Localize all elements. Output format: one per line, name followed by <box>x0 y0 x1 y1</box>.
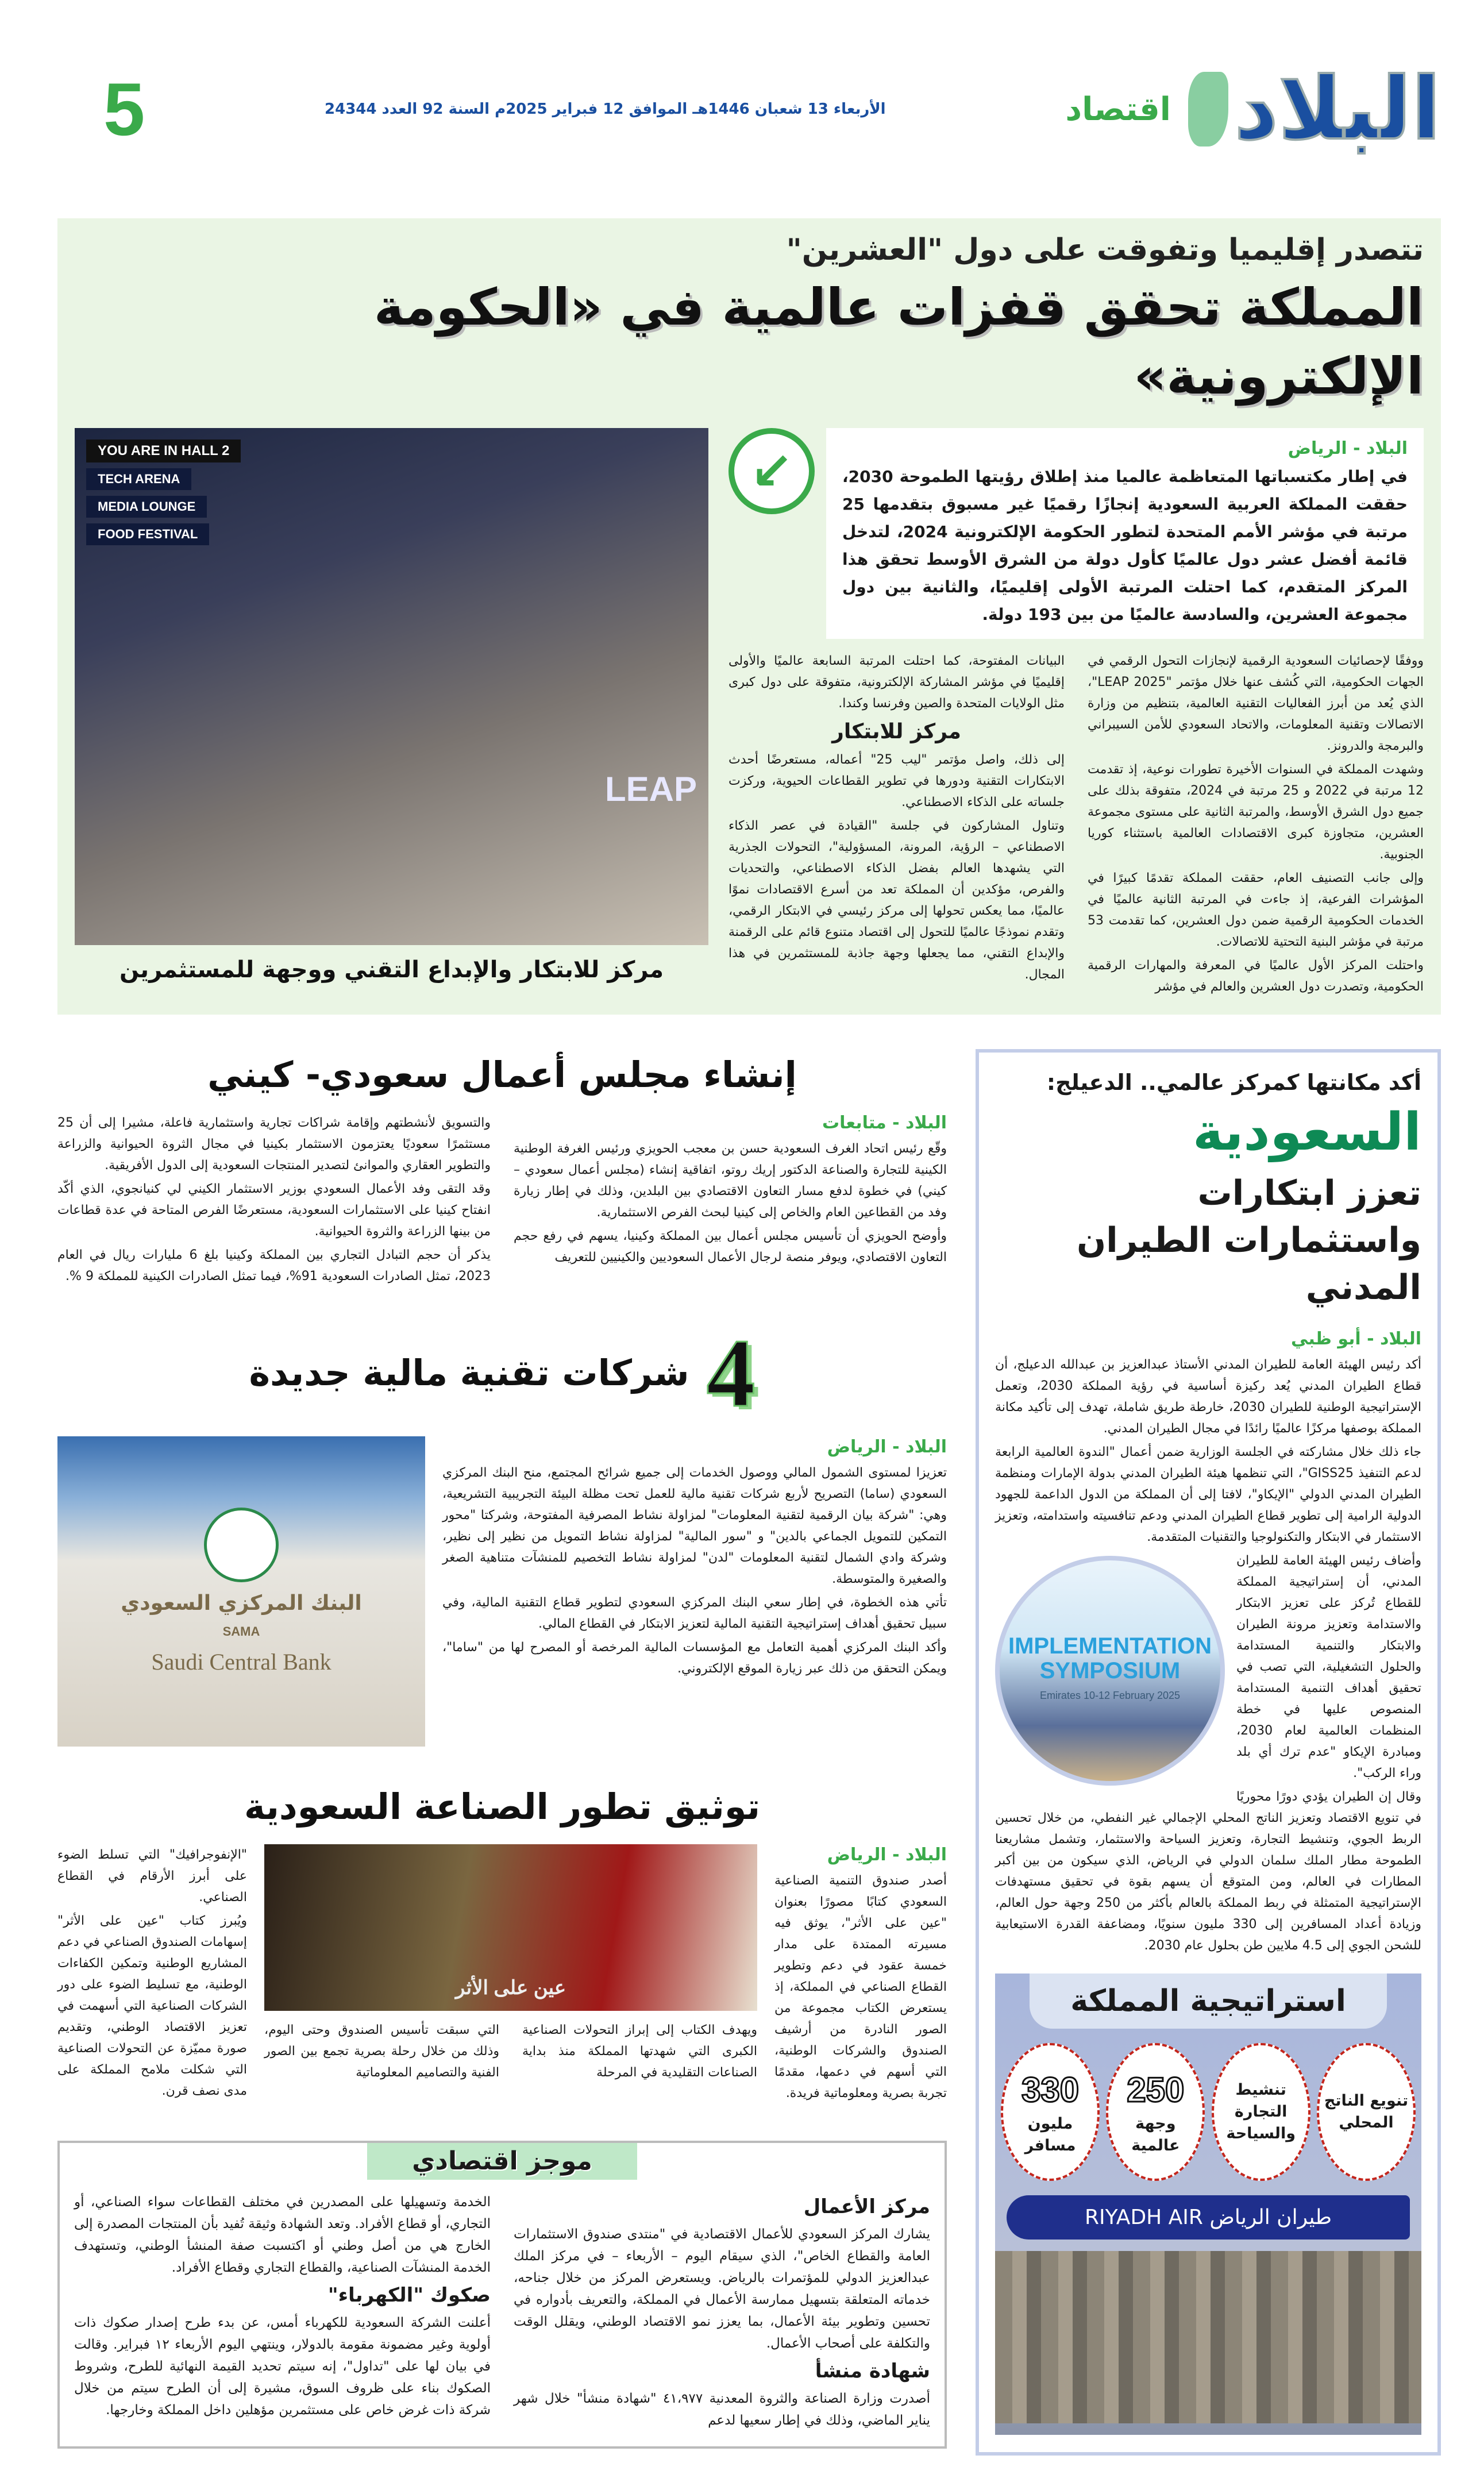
arrow-down-left-icon: ↙ <box>728 428 815 514</box>
fintech-headline: شركات تقنية مالية جديدة <box>249 1352 689 1394</box>
aviation-body: البلاد - أبو ظبي أكد رئيس الهيئة العامة للطيران المدني الأستاذ عبدالعزيز بن عبدالله الدعيلج، أن قطاع الطيران المدني يُعد ركيزة أساسية في رؤية المملكة 2030، وتعمل الإستراتيجية الوطنية للطيران 2030، خارطة طريق شاملة، تهدف إلى تأكيد مكانة المملكة بوصفها مركزًا عالميًا رائدًا في مجال الطيران المدني. جاء ذلك خلال مشاركته في الجلسة الوزارية ضمن أعمال "الندوة العالمية الرابعة لدعم التنفيذ GISS25"، التي تنظمها هيئة الطيران المدني بدولة الإمارات ومنظمة الطيران المدني الدولي "الإيكاو"، لافتا إلى أن المملكة من الدول الداعمة للجهود الدولية الرامية إلى تطوير قطاع الطيران المدني ودعم تنافسيته واستدامته، وتعزيز الاستثمار في الابتكار والتكنولوجيا والتقنيات المتقدمة. IMPLEMENTATION SYMPOSIUM Emirates 10-12 February 2025 وأضاف رئيس الهيئة العامة للطيران المدني، أن إستراتيجية المملكة للقطاع تُركز على تعزيز الابتكار والاستدامة وتعزيز مرونة الطيران والابتكار والتنمية المستدامة والحلول التشغيلية، التي تصب في تحقيق أهداف التنمية المستدامة المنصوص عليها في خطة المنظمات العالمية لعام 2030، ومبادرة الإيكاو "عدم ترك أي بلد وراء الركب". وقال إن الطيران يؤدي دورًا محوريًا في تنويع الاقتصاد وتعزيز الناتج المحلي الإجمالي غير النفطي، من خلال تحسين الربط الجوي، وتنشيط التجارة، وتعزيز السياحة والاستثمار، وتشمل مشاريعنا الطموحة مطار الملك سلمان الدولي في الرياض، الذي سيكون من بين أكبر المطارات في العالم، ومن المتوقع أن يسهم بقوة في تحقيق مستهدفات الإستراتيجية المتمثلة في ربط المملكة بالعالم بأكثر من 250 وجهة حول العالم، وزيادة أعداد المسافرين إلى 330 مليون سنويًا، ومضاعفة القدرة الاستيعابية للشحن الجوي إلى 4.5 ملايين طن بحلول عام 2030. <box>995 1329 1422 1953</box>
riyadh-city-photo <box>995 2251 1421 2423</box>
strategy-item: تنشيط التجارة والسياحة <box>1212 2043 1310 2181</box>
photo-caption: مركز للابتكار والإبداع التقني ووجهة للمستثمرين <box>119 957 664 983</box>
lead-columns: ووفقًا لإحصائيات السعودية الرقمية لإنجازات التحول الرقمي في الجهات الحكومية، التي كُشف عنها خلال مؤتمر "LEAP 2025"، الذي يُعد من أبرز الفعاليات التقنية العالمية، بتنظيم من وزارة الاتصالات وتقنية المعلومات، والاتحاد السعودي للأمن السيبراني والبرمجة والدرونز. وشهدت المملكة في السنوات الأخيرة تطورات نوعية، إذ تقدمت 12 مرتبة في 2022 و 25 مرتبة في 2024، متفوقة بذلك على جميع دول الشرق الأوسط، والمرتبة الثانية على مستوى مجموعة العشرين، متجاوزة كبرى الاقتصادات العالمية باستثناء كوريا الجنوبية. وإلى جانب التصنيف العام، حققت المملكة تقدمًا كبيرًا في المؤشرات الفرعية، إذ جاءت في المرتبة الثانية عالميًا في الخدمات الحكومية الرقمية ضمن دول العشرين، كما تقدمت 53 مرتبة في مؤشر البنية التحتية للاتصالات. واحتلت المركز الأول عالميًا في المعرفة والمهارات الرقمية الحكومية، وتصدرت دول العشرين والعالم في مؤشر البيانات المفتوحة، كما احتلت المرتبة السابعة عالميًا والأولى إقليميًا في مؤشر المشاركة الإلكترونية، متفوقة على دول كبرى مثل الولايات المتحدة والصين وفرنسا وكندا. مركز للابتكار إلى ذلك، واصل مؤتمر "ليب 25" أعماله، مستعرضًا أحدث الابتكارات التقنية ودورها في تطوير القطاعات الحيوية، وركزت جلساته على الذكاء الاصطناعي. وتناول المشاركون في جلسة "القيادة في عصر الذكاء الاصطناعي – الرؤية، المرونة، المسؤولية"، التحولات الجذرية التي يشهدها العالم بفضل الذكاء الاصطناعي، والتحديات والفرص، مؤكدين أن المملكة تعد من أسرع الاقتصادات نموًا عالميًا، مما يعكس تحولها إلى مركز رئيسي في الابتكار الرقمي، وتقدم نموذجًا عالميًا للتحول إلى اقتصاد متنوع قائم على الرقمنة والإبداع التقني، مما يجعلها وجهة جاذبة للمستثمرين في هذا المجال. <box>728 654 1424 994</box>
lead-kicker: تتصدر إقليميا وتفوقت على دول "العشرين" <box>786 233 1424 267</box>
lead-intro: البلاد - الرياض في إطار مكتسباتها المتعاظمة عالميا منذ إطلاق رؤيتها الطموحة 2030، حققت المملكة العربية السعودية إنجازًا رقميًا غير مسبوق بتقدمها 25 مرتبة في مؤشر الأمم المتحدة لتطور الحكومة الإلكترونية 2024، لتدخل قائمة أفضل عشر دول عالميًا كأول دولة من الشرق الأوسط تحقق هذا المركز المتقدم، كما احتلت المرتبة الأولى إقليميًا، والثانية بين دول مجموعة العشرين، والسادسة عالميًا من بين 193 دولة. <box>826 428 1424 639</box>
book-cover-photo: عين على الأثر <box>264 1844 757 2011</box>
fintech-body: البلاد - الرياض تعزيزا لمستوى الشمول المالي ووصول الخدمات إلى جميع شرائح المجتمع، منح البنك المركزي السعودي (ساما) التصريح لأربع شركات تقنية مالية للعمل تحت مظلة البيئة التجريبية التشريعية، وهي: "شركة بيان الرقمية لتقنية المعلومات" لمزاولة نشاط المصرفية المفتوحة، وشركتا "محور التمكين للتمويل الجماعي بالدين" و "سور المالية" لمزاولة نشاط التمويل من نظير إلى نظير، وشركة وادي الشمال لتقنية المعلومات "لدن" لمزاولة نشاط التخصيم للمنشآت متناهية الصغر والصغيرة والمتوسطة. تأتي هذه الخطوة، في إطار سعي البنك المركزي السعودي لتطوير قطاع التقنية المالية، وفي سبيل تحقيق أهداف إستراتيجية التقنية المالية لتعزيز الابتكار في القطاع المالي. وأكد البنك المركزي أهمية التعامل مع المؤسسات المالية المرخصة أو المصرح لها من "ساما"، ويمكن التحقق من ذلك عبر زيارة الموقع الإلكتروني. <box>442 1437 947 1676</box>
industry-column-3: التي سبقت تأسيس الصندوق وحتى اليوم، وذلك من خلال رحلة بصرية تجمع بين الصور الفنية والتصاميم المعلوماتية <box>264 2023 499 2080</box>
strategy-infographic <box>995 1974 1421 2435</box>
kenya-body: البلاد - متابعات وقّع رئيس اتحاد الغرف السعودية حسن بن معجب الحويزي ورئيس الغرفة الوطنية الكينية للتجارة والصناعة الدكتور إريك روتو، اتفاقية إنشاء (مجلس أعمال سعودي – كيني) في خطوة لدفع مسار التعاون الاقتصادي بين البلدين، وذلك في إطار زيارة وفد من القطاعين العام والخاص إلى كينيا لبحث الفرص الاستثمارية. وأوضح الحويزي أن تأسيس مجلس أعمال بين المملكة وكينيا، يسهم في رفع حجم التعاون الاقتصادي، ويوفر منصة لرجال الأعمال السعوديين والكينيين للتعريف والتسويق لأنشطتهم وإقامة شراكات تجارية واستثمارية فاعلة، مشيرا إلى أن 25 مستثمرًا سعوديًا يعتزمون الاستثمار بكينيا في مجال الثروة الحيوانية والزراعة والتطوير العقاري والموانئ لتصدير المنتجات السعودية إلى الدول الأفريقية. وقد التقى وفد الأعمال السعودي بوزير الاستثمار الكيني لي كنيانجوي، الذي أكّد انفتاح كينيا على الاستثمارات السعودية، مستعرضًا الفرص المتاحة في عدة قطاعات من بينها الزراعة والثروة الحيوانية. يذكر أن حجم التبادل التجاري بين المملكة وكينيا بلغ 6 مليارات ريال في العام 2023، تمثل الصادرات السعودية 91%، فيما تمثل الصادرات الكينية للمملكة 9 %. <box>57 1113 947 1283</box>
aviation-article-frame <box>976 1049 1441 2456</box>
lead-headline: المملكة تحقق قفزات عالمية في «الحكومة الإلكترونية» <box>373 277 1424 406</box>
strategy-item: تنويع الناتج المحلي <box>1317 2043 1416 2181</box>
byline: البلاد - الرياض <box>1288 438 1408 458</box>
strategy-title: استراتيجية المملكة <box>1030 1974 1387 2029</box>
industry-column-4: "الإنفوجرافيك" التي تسلط الضوء على أبرز الأرقام في القطاع الصناعي. ويُبرز كتاب "عين على الأثر" إسهامات الصندوق الصناعي في دعم المشاريع الوطنية وتمكين الكفاءات الوطنية، مع تسليط الضوء على دور الشركات الصناعية التي أسهمت في تعزيز الاقتصاد الوطني، وتقديم صورة مميّزة عن التحولات الصناعية التي شكلت ملامح المملكة على مدى نصف قرن. <box>57 1848 247 2098</box>
economic-brief-title: موجز اقتصادي <box>367 2143 637 2180</box>
byline: البلاد - متابعات <box>822 1113 947 1133</box>
aviation-headline: تعزز ابتكارات واستثمارات الطيران المدني <box>1076 1173 1421 1308</box>
industry-headline: توثيق تطور الصناعة السعودية <box>244 1786 760 1828</box>
sama-emblem-icon <box>204 1508 279 1582</box>
byline: البلاد - الرياض <box>827 1845 947 1865</box>
saudi-map-icon <box>1188 72 1228 147</box>
lead-story-panel <box>57 218 1441 1015</box>
riyadh-air-plane-image: طيران الرياض RIYADH AIR <box>1007 2195 1410 2240</box>
industry-column-2: ويهدف الكتاب إلى إبراز التحولات الصناعية الكبرى التي شهدتها المملكة منذ بداية الصناعات التقليدية في المرحلة <box>522 2023 757 2080</box>
aviation-kicker: أكد مكانتها كمركز عالمي.. الدعيلج: <box>1046 1070 1421 1095</box>
strategy-stat: 330 مليون مسافر <box>1001 2043 1100 2181</box>
kenya-headline: إنشاء مجلس أعمال سعودي- كيني <box>207 1054 797 1096</box>
fintech-article <box>57 1321 947 1747</box>
section-name: اقتصاد <box>1065 90 1171 128</box>
industry-article <box>57 1781 947 2106</box>
strategy-stat: 250 وجهة عالمية <box>1106 2043 1205 2181</box>
leap-conference-photo: YOU ARE IN HALL 2 TECH ARENA MEDIA LOUNGE FOOD FESTIVAL LEAP <box>75 428 708 945</box>
symposium-photo: IMPLEMENTATION SYMPOSIUM Emirates 10-12 February 2025 <box>995 1556 1225 1786</box>
byline: البلاد - الرياض <box>827 1437 947 1457</box>
newspaper-logo: البلاد <box>1194 55 1441 164</box>
fintech-number: 4 <box>706 1319 756 1427</box>
saudi-central-bank-photo: البنك المركزي السعودي SAMA Saudi Central Bank <box>57 1436 425 1747</box>
issue-dateline: الأربعاء 13 شعبان 1446هـ الموافق 12 فبراير 2025م السنة 92 العدد 24344 <box>325 101 886 118</box>
economic-brief-box <box>57 2141 947 2449</box>
masthead <box>57 0 1441 218</box>
industry-column-1: البلاد - الرياض أصدر صندوق التنمية الصناعية السعودي كتابًا مصورًا بعنوان "عين على الأثر"، يوثق فيه مسيرته الممتدة على مدار خمسة عقود في دعم وتطوير القطاع الصناعي في المملكة، إذ يستعرض الكتاب مجموعة من الصور النادرة من أرشيف الصندوق والشركات الوطنية، التي أسهم في دعمها، مقدمًا تجربة بصرية ومعلوماتية فريدة. <box>774 1845 947 2100</box>
byline: البلاد - أبو ظبي <box>1291 1329 1421 1349</box>
kenya-article <box>57 1049 947 1287</box>
aviation-headline-highlight: السعودية <box>1192 1102 1421 1162</box>
brief-columns: مركز الأعمال يشارك المركز السعودي للأعمال الاقتصادية في "منتدى صندوق الاستثمارات العامة والقطاع الخاص"، الذي سيقام اليوم – الأربعاء – في مركز الملك عبدالعزيز الدولي للمؤتمرات بالرياض. ويستعرض المركز من خلال جناحه، خدماته المتعلقة بتسهيل ممارسة الأعمال في المملكة، والتعريف بأدواره في تحسين وتطوير بيئة الأعمال، بما يعزز نمو الاقتصاد الوطني، ويقلل الوقت والتكلفة على أصحاب الأعمال. شهادة منشأ أصدرت وزارة الصناعة والثروة المعدنية ٤١،٩٧٧ "شهادة منشأ" خلال شهر يناير الماضي، وذلك في إطار سعيها لدعم الخدمة وتسهيلها على المصدرين في مختلف القطاعات سواء الصناعي، أو التجاري، أو قطاع الأفراد. وتعد الشهادة وثيقة تُفيد بأن المنتجات المصدرة إلى الخارج هي من أصل وطني أو اكتسبت صفة المنشأ الوطني، وتستهدف الخدمة المنشآت الصناعية، والقطاع التجاري وقطاع الأفراد. صكوك "الكهرباء" أعلنت الشركة السعودية للكهرباء أمس، عن بدء طرح إصدار صكوك ذات أولوية وغير مضمونة مقومة بالدولار، وينتهي اليوم الأربعاء ١٢ فبراير. وقالت في بيان لها على "تداول"، إنه سيتم تحديد القيمة النهائية للطرح، وشروط الصكوك بناء على ظروف السوق، مشيرة إلى أن الطرح سيتم من خلال شركة ذات غرض خاص على مستثمرين مؤهلين داخل المملكة وخارجها. <box>74 2195 931 2428</box>
subheading: مركز للابتكار <box>832 720 961 743</box>
page-number: 5 <box>103 67 145 151</box>
